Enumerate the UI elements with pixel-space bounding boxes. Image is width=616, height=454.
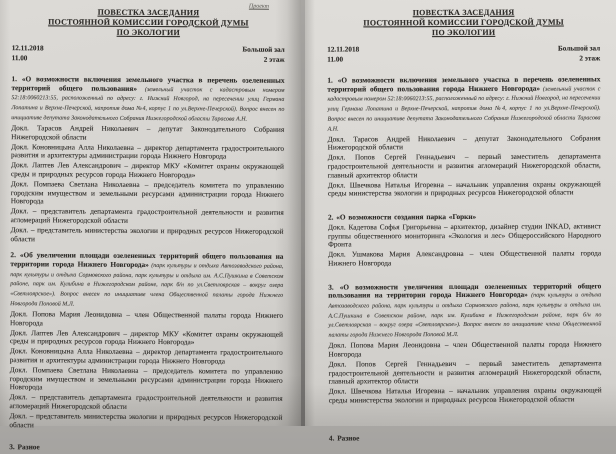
title-line-1: ПОВЕСТКА ЗАСЕДАНИЯ — [97, 7, 200, 18]
venue-hall: Большой зал — [242, 45, 285, 54]
speaker-line: Докл. Ушмакова Мария Александровна – член Общественной палаты города Нижнего Новгорода — [328, 248, 602, 268]
item-title: 3. «О возможности увеличения площади озелененных территорий общего пользования на территории города Нижнего Новгорода» — [328, 280, 602, 300]
meta-row — [327, 44, 600, 64]
title-line-1: ПОВЕСТКА ЗАСЕДАНИЯ — [412, 7, 515, 18]
item-title: 1. «О возможности включения земельного участка в перечень озелененных территорий общего пользования города Нижнего Новгорода» — [327, 74, 601, 94]
page-right-content — [305, 0, 616, 444]
speaker-line: Докл. – представитель департамента градостроительной деятельности и развития агломераций Нижегородской области — [10, 206, 284, 225]
speaker-line: Докл. Помпаева Светлана Николаевна – председатель комитета по управлению городским имуществом и земельными ресурсами администрации города Нижнего Новгорода — [9, 365, 283, 392]
meeting-date: 12.11.2018 — [11, 44, 44, 53]
date-time-block — [327, 45, 359, 64]
venue-floor: 2 этаж — [263, 55, 285, 64]
speaker-line: Докл. Тарасов Андрей Николаевич – депутат Законодательного Собрания Нижегородской области — [327, 133, 601, 152]
speaker-line: Докл. – представитель департамента градостроительной деятельности и развития агломераций Нижегородской области — [9, 392, 283, 411]
agenda-items-right — [327, 75, 602, 443]
title-line-2: ПОСТОЯННОЙ КОМИССИИ ГОРОДСКОЙ ДУМЫ — [363, 17, 564, 28]
date-time-block — [12, 44, 44, 63]
speaker-line: Докл. – представитель министерства экологии и природных ресурсов Нижегородской области — [10, 225, 284, 243]
meeting-date: 12.11.2018 — [327, 45, 360, 54]
speaker-line: Докл. Лаптев Лев Александрович – директор МКУ «Комитет охраны окружающей среды и природных ресурсов города Нижнего Новгорода» — [9, 327, 283, 347]
title-line-3: ПО ЭКОЛОГИИ — [116, 27, 180, 38]
speaker-line: Докл. Попов Сергей Геннадьевич – первый заместитель департамента градостроительной деятельности и развития агломераций Нижегородской области, главный архитектор области — [328, 358, 602, 386]
agenda-item-heading — [329, 434, 602, 444]
venue-hall: Большой зал — [557, 44, 601, 53]
title-line-3: ПО ЭКОЛОГИИ — [432, 27, 496, 38]
item-note: (парк культуры и отдыха Автозаводского района, парк культуры и отдыха Сормовского района, парк культуры и отдыха им. А.С.Пушкина в Советском районе, парк им. Кулибина в Нижегородском районе, парк б/н по ул.Светлоярская – вокруг озера «Светлоярское»). Вопрос внесен по инициативе члена Общественной палаты города Нижнего Новгорода Поповой М.Л. — [10, 262, 284, 308]
page-left-content — [0, 0, 301, 452]
item-title: 2. «О возможности создания парка «Горки» — [327, 211, 477, 222]
title-line-2: ПОСТОЯННОЙ КОМИССИИ ГОРОДСКОЙ ДУМЫ — [48, 17, 249, 28]
item-title: 1. «О возможности включения земельного участка в перечень озелененных территорий общего пользования» — [11, 74, 285, 93]
agenda-item-heading — [327, 75, 600, 133]
speaker-line: Докл. Попова Мария Леонидовна – член Общественной палаты города Нижнего Новгорода — [10, 309, 284, 327]
speaker-line: Докл. Швечкова Наталья Игоревна – начальник управления охраны окружающей среды министерства экологии и природных ресурсов Нижегородской области — [327, 179, 601, 198]
meta-row — [12, 44, 285, 65]
speaker-line: Докл. Коновницына Алла Николаевна – директор департамента градостроительного развития и архитектуры администрации города Нижнего Новгорода — [9, 346, 283, 366]
speaker-line: Докл. Попова Мария Леонидовна – член Общественной палаты города Нижнего Новгорода — [328, 339, 602, 359]
agenda-item-heading — [11, 75, 284, 124]
venue-block — [558, 44, 600, 63]
draft-label: Проект — [248, 3, 269, 10]
speaker-line: Докл. Коновницына Алла Николаевна – директор департамента градостроительного развития и архитектуры администрации города Нижнего Новгорода — [11, 141, 285, 161]
speaker-line: Докл. – представитель министерства экологии и природных ресурсов Нижегородской области — [9, 411, 283, 429]
agenda-page-right — [305, 0, 616, 444]
meeting-time: 11.00 — [327, 55, 344, 64]
venue-floor: 2 этаж — [579, 53, 601, 62]
agenda-items-left — [9, 75, 284, 454]
item-note: (земельный участок с кадастровым номером 52:18:0060213:55, расположенный по адресу: г. Нижний Новгород, на пересечении улиц Германа Лопатина и Верхне-Печерской, напротив дома №4, корпус 1 по ул.Верхне-Печерской). Вопрос внесен по инициативе депутата Законодательного Собрания Нижегородской области Тарасова А.Н. — [11, 86, 285, 123]
speaker-line: Докл. Помпаева Светлана Николаевна – председатель комитета по управлению городским имуществом и земельными ресурсами администрации города Нижнего Новгорода — [10, 179, 284, 206]
venue-block — [242, 46, 284, 65]
meeting-time: 11.00 — [11, 53, 28, 62]
page-title — [12, 7, 285, 39]
agenda-item-heading — [328, 282, 601, 340]
speaker-line: Докл. Попов Сергей Геннадьевич – первый заместитель департамента градостроительной деятельности и развития агломераций Нижегородской области, главный архитектор области — [327, 151, 601, 180]
speaker-line: Докл. Тарасов Андрей Николаевич – депутат Законодательного Собрания Нижегородской области — [11, 123, 285, 142]
item-title: 2. «Об увеличении площади озелененных территорий общего пользования на территории города Нижнего Новгорода» — [10, 250, 284, 269]
speaker-line: Докл. Лаптев Лев Александрович – директор МКУ «Комитет охраны окружающей среды и природных ресурсов города Нижнего Новгорода» — [10, 160, 285, 180]
speaker-line: Докл. Кадетова Софья Григорьевна – архитектор, дизайнер студии INKAD, активист группы общественного мониторинга «Экология и лес» Общероссийского Народного Фронта — [327, 221, 602, 249]
page-title — [327, 7, 600, 38]
item-title: 4. Разное — [328, 433, 360, 444]
agenda-item-heading — [9, 443, 282, 453]
item-note: (парк культуры и отдыха Автозаводского района, парк культуры и отдыха Сормовского района, парк культуры и отдыха им. А.С.Пушкина в Советском районе, парк им. Кулибина в Нижегородском районе, парк б/н по ул.Светлоярская – вокруг озера «Светлоярское»). Вопрос внесен по инициативе члена Общественной палаты города Нижнего Новгорода Поповой М.Л. — [328, 292, 602, 339]
agenda-item-heading — [10, 251, 283, 310]
agenda-page-left — [0, 0, 301, 452]
speaker-line: Докл. Швечкова Наталья Игоревна – начальник управления охраны окружающей среды министерства экологии и природных ресурсов Нижегородской области — [328, 385, 602, 405]
item-note: (земельный участок с кадастровым номером 52:18:0060213:55, расположенный по адресу: г. Нижний Новгород, на пересечении улиц Германа Лопатина и Верхне-Печерской, напротив дома №4, корпус 1 по ул.Верхне-Печерской). Вопрос внесен по инициативе депутата Законодательного Собрания Нижегородской области Тарасова А.Н. — [327, 86, 601, 133]
item-title: 3. Разное — [9, 442, 40, 452]
